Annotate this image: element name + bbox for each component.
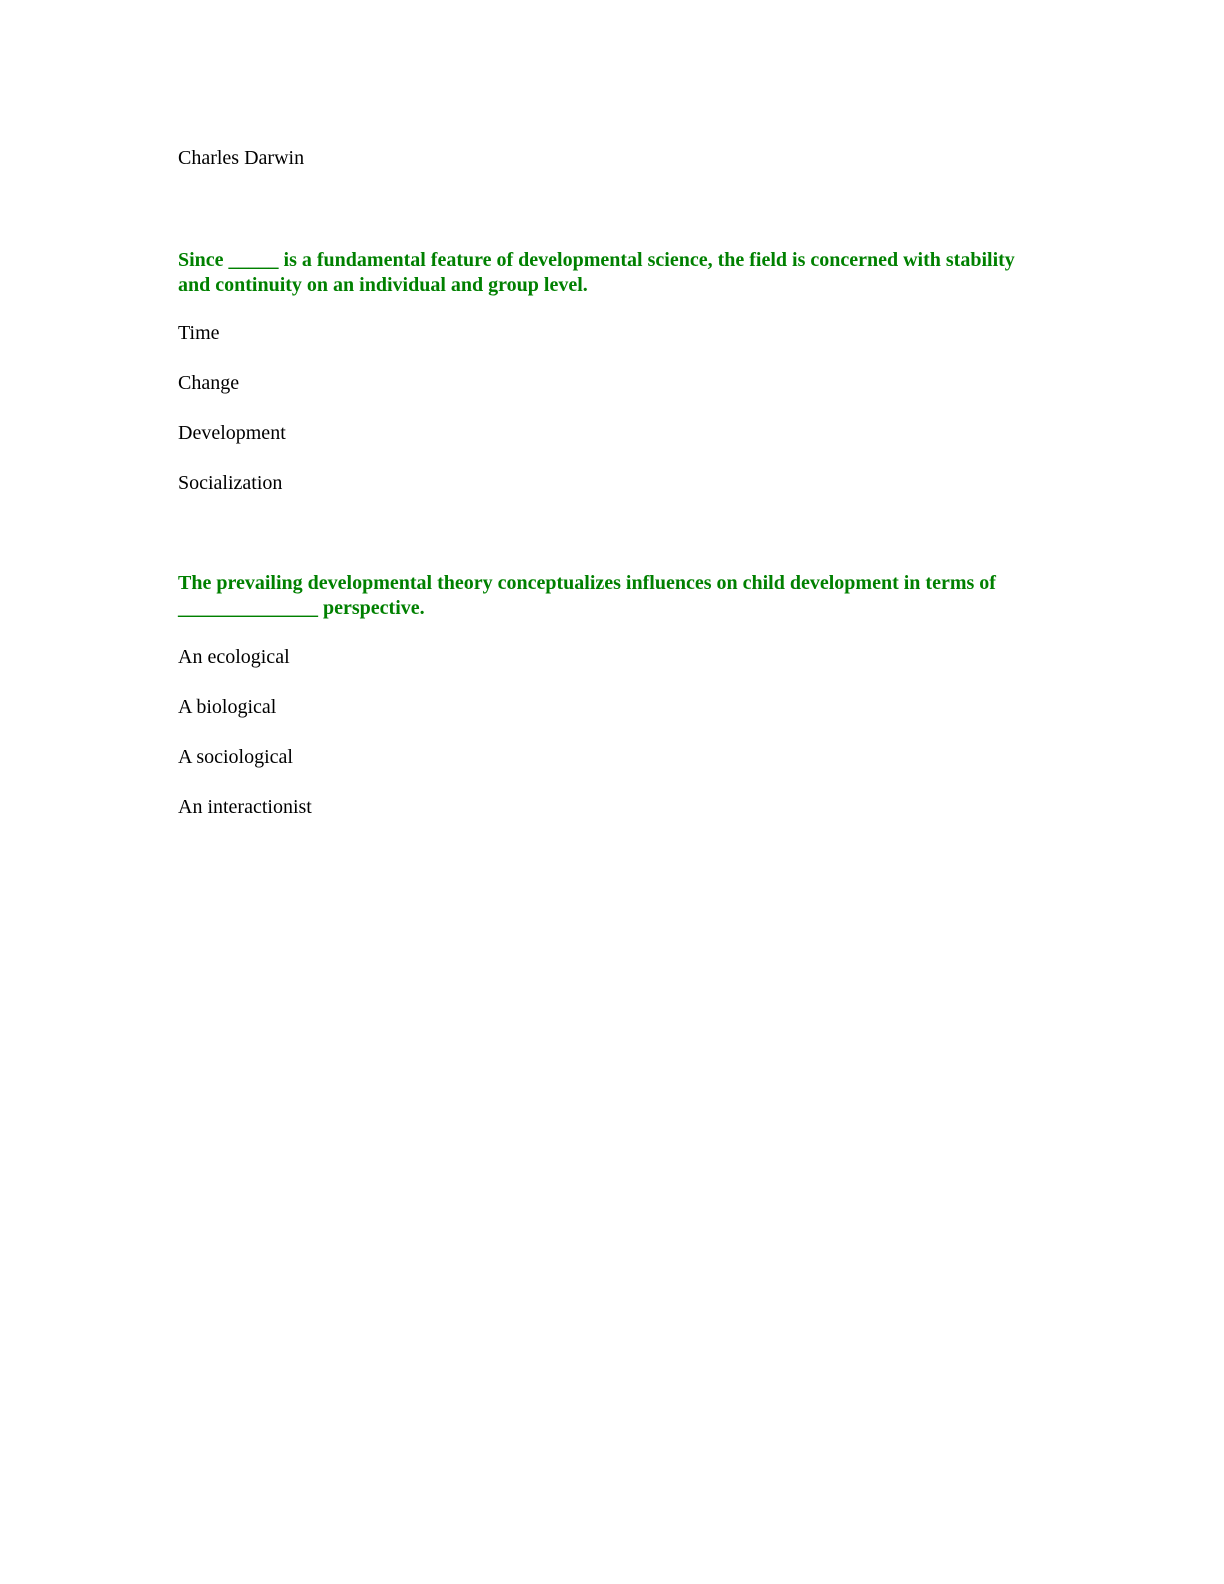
question-2-option-4: An interactionist — [178, 796, 312, 818]
question-1-option-4: Socialization — [178, 472, 283, 494]
question-1 — [178, 248, 1118, 298]
question-1-line-2: and continuity on an individual and group level. — [178, 274, 588, 296]
question-1-line-1: Since _____ is a fundamental feature of developmental science, the field is concerned with stability — [178, 249, 1015, 271]
question-2 — [178, 571, 1118, 621]
question-1-option-2: Change — [178, 372, 240, 394]
answer-text: Charles Darwin — [178, 147, 305, 169]
question-2-option-3: A sociological — [178, 746, 293, 768]
question-1-option-3: Development — [178, 422, 286, 444]
question-1-option-1: Time — [178, 322, 220, 344]
document-content — [178, 146, 1118, 845]
question-2-option-1: An ecological — [178, 646, 290, 668]
question-2-line-1: The prevailing developmental theory conceptualizes influences on child development in terms of — [178, 572, 996, 594]
question-2-line-2: ______________ perspective. — [178, 597, 425, 619]
question-2-option-2: A biological — [178, 696, 277, 718]
